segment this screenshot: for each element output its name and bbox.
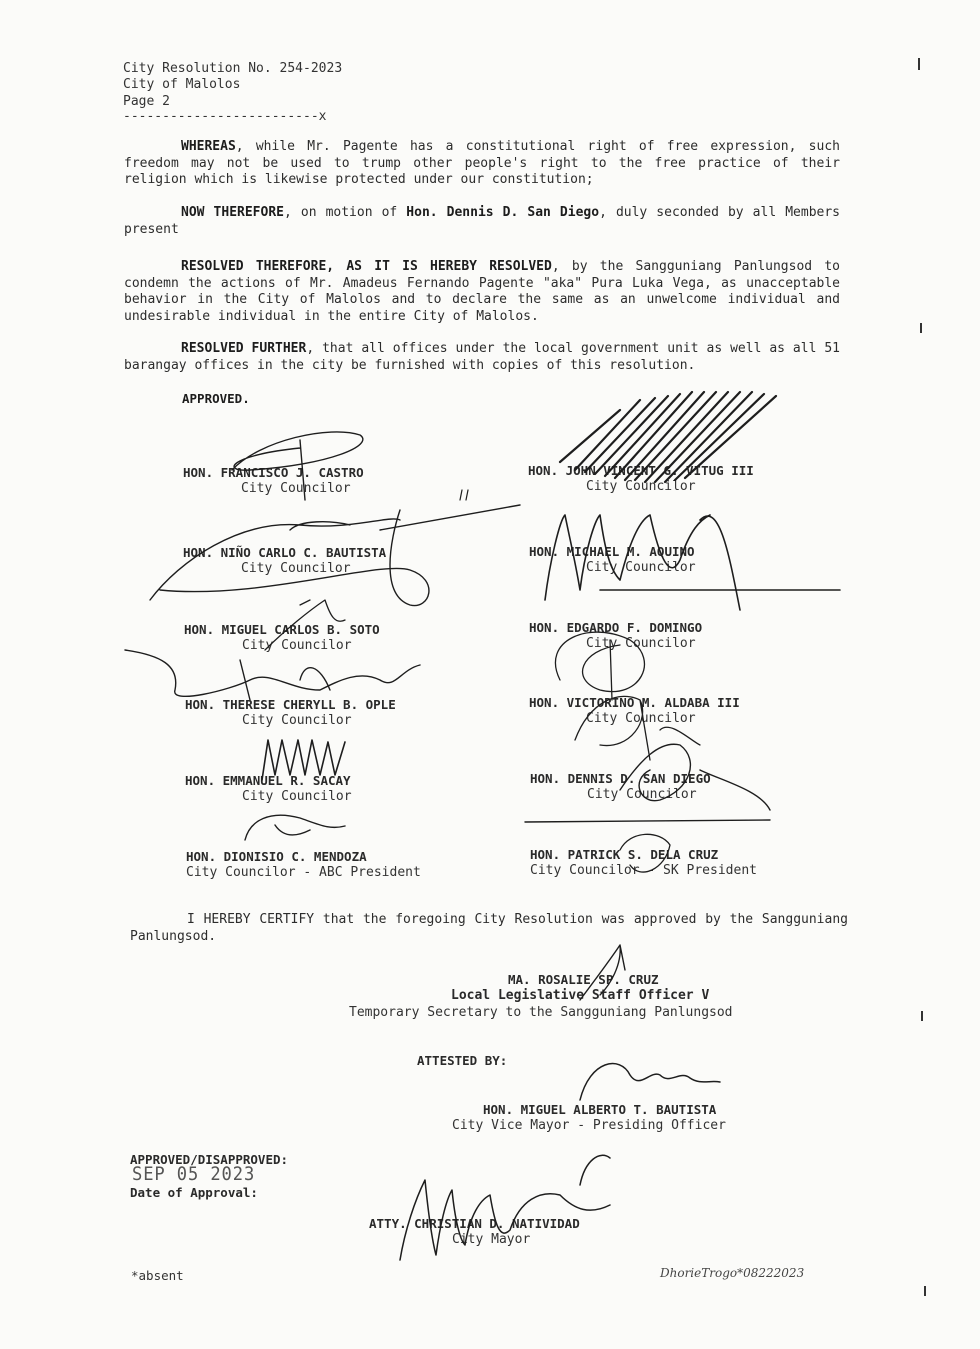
- handwritten-note: DhorieTrogo*08222023: [660, 1266, 805, 1280]
- resolved-clause: [124, 259, 840, 325]
- approved-label: APPROVED.: [182, 391, 250, 406]
- date-of-approval-label: Date of Approval:: [130, 1185, 258, 1200]
- signatory-right-5: [530, 771, 711, 803]
- mayor-role: City Mayor: [452, 1232, 531, 1247]
- resolved-further-text: , that all offices under the local government unit as well as all 51 barangay offices in the city be furnished with copies of this resolution.: [124, 341, 840, 373]
- signatory-name: HON. JOHN VINCENT G. VITUG III: [528, 463, 754, 478]
- resolution-number: City Resolution No. 254-2023: [123, 61, 343, 76]
- margin-mark: [918, 58, 920, 70]
- absent-note: *absent: [131, 1268, 184, 1283]
- signatory-left-5: [185, 773, 352, 805]
- signatory-name: HON. MICHAEL M. AQUINO: [529, 544, 695, 559]
- now-therefore-clause: [124, 205, 840, 238]
- page-number: Page 2: [123, 94, 170, 109]
- signatory-role: City Councilor: [587, 787, 697, 802]
- signatory-role: City Councilor: [241, 561, 351, 576]
- signatory-role: City Councilor: [586, 479, 696, 494]
- signatory-name: HON. EMMANUEL R. SACAY: [185, 773, 351, 788]
- signatory-role: City Councilor: [241, 481, 351, 496]
- signature-mendoza: [245, 815, 345, 840]
- certification-text: [130, 912, 848, 945]
- vice-mayor-name: HON. MIGUEL ALBERTO T. BAUTISTA: [483, 1102, 717, 1117]
- signatory-name: HON. VICTORINO M. ALDABA III: [529, 695, 740, 710]
- signatory-left-2: [183, 545, 386, 577]
- approval-date-stamp: SEP 05 2023: [132, 1163, 256, 1185]
- signature-ople: [125, 650, 420, 700]
- secretary-role: Temporary Secretary to the Sangguniang Panlungsod: [349, 1005, 733, 1020]
- header-rule: -------------------------x: [123, 109, 327, 124]
- resolved-further-lead: RESOLVED FURTHER: [181, 341, 307, 356]
- signatory-left-3: [184, 622, 380, 654]
- signatory-role: City Councilor: [586, 711, 696, 726]
- secretary-title: Local Legislative Staff Officer V: [451, 988, 710, 1003]
- signatory-right-2: [529, 544, 696, 576]
- signatory-right-6: [530, 847, 757, 879]
- signatory-left-4: [185, 697, 396, 729]
- signature-vice-mayor: [580, 1064, 720, 1100]
- mover-name: Hon. Dennis D. San Diego: [406, 205, 600, 220]
- vice-mayor-role: City Vice Mayor - Presiding Officer: [452, 1118, 726, 1133]
- margin-mark: [921, 1011, 923, 1021]
- signatory-right-3: [529, 620, 702, 652]
- secretary-name: MA. ROSALIE SP. CRUZ: [508, 972, 659, 987]
- signatory-name: HON. DIONISIO C. MENDOZA: [186, 849, 367, 864]
- signatory-right-1: [528, 463, 754, 495]
- signatory-name: HON. NIÑO CARLO C. BAUTISTA: [183, 545, 387, 560]
- signatory-role: City Councilor: [586, 560, 696, 575]
- whereas-lead: WHEREAS: [181, 139, 236, 154]
- signatory-role: City Councilor - SK President: [530, 863, 757, 878]
- signatory-right-4: [529, 695, 740, 727]
- now-therefore-mid: , on motion of: [283, 205, 407, 220]
- signatory-role: City Councilor: [242, 789, 352, 804]
- resolved-lead: RESOLVED THEREFORE, AS IT IS HEREBY RESOLVED: [181, 259, 552, 274]
- now-therefore-lead: NOW THEREFORE: [181, 205, 284, 220]
- now-therefore-tail: , duly seconded by all Members present: [124, 205, 841, 237]
- signatory-name: HON. DENNIS D. SAN DIEGO: [530, 771, 711, 786]
- signatory-role: City Councilor - ABC President: [186, 865, 421, 880]
- whereas-text: , while Mr. Pagente has a constitutional right of free expression, such freedom may not be used to trump other people's right to the free practice of their religion which is likewise protected under our constitution;: [124, 139, 840, 187]
- city-name: City of Malolos: [123, 77, 241, 92]
- resolved-text: , by the Sangguniang Panlungsod to condemn the actions of Mr. Amadeus Fernando Pagente "aka" Pura Luka Vega, as unacceptable behavior in the City of Malolos and to declare the same as an unwelcome individual and undesirable individual in the entire City of Malolos.: [124, 259, 841, 324]
- signatory-role: City Councilor: [586, 636, 696, 651]
- signatory-left-6: [186, 849, 421, 881]
- whereas-clause: [124, 139, 840, 189]
- margin-mark: [920, 323, 922, 333]
- attested-label: ATTESTED BY:: [417, 1053, 508, 1068]
- certification-body: I HEREBY CERTIFY that the foregoing City Resolution was approved by the Sangguniang Panlungsod.: [130, 912, 848, 944]
- signatory-name: HON. PATRICK S. DELA CRUZ: [530, 847, 719, 862]
- signatory-name: HON. MIGUEL CARLOS B. SOTO: [184, 622, 380, 637]
- signatory-name: HON. FRANCISCO J. CASTRO: [183, 465, 364, 480]
- signatory-role: City Councilor: [242, 638, 352, 653]
- signatory-left-1: [183, 465, 364, 497]
- signature-stray-mark: [460, 490, 468, 500]
- signatory-name: HON. THERESE CHERYLL B. OPLE: [185, 697, 396, 712]
- signatory-name: HON. EDGARDO F. DOMINGO: [529, 620, 703, 635]
- resolved-further-clause: [124, 341, 840, 374]
- margin-mark: [924, 1286, 926, 1296]
- mayor-name: ATTY. CHRISTIAN D. NATIVIDAD: [369, 1216, 580, 1231]
- signatory-role: City Councilor: [242, 713, 352, 728]
- approval-label: APPROVED/DISAPPROVED:: [130, 1152, 289, 1167]
